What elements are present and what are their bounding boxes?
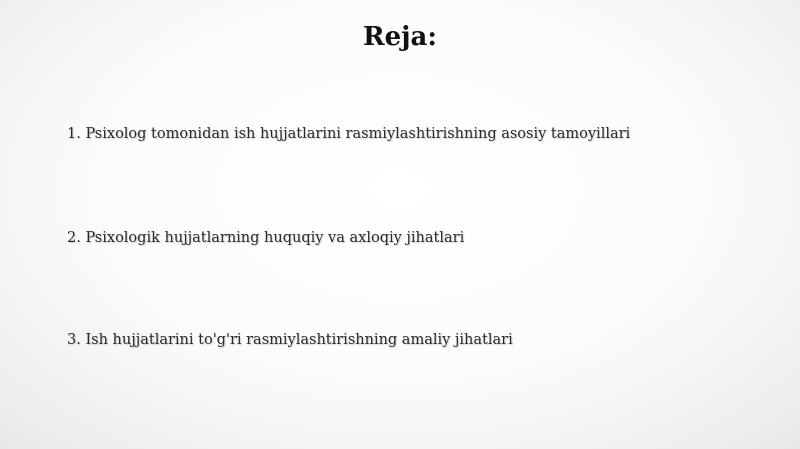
plan-item-2: 2. Psixologik hujjatlarning huquqiy va axloqiy jihatlari [67,230,465,246]
plan-item-1: 1. Psixolog tomonidan ish hujjatlarini rasmiylashtirishning asosiy tamoyillari [67,126,631,142]
slide-title: Reja: [362,22,437,52]
plan-item-3: 3. Ish hujjatlarini to'g'ri rasmiylashtirishning amaliy jihatlari [67,332,513,348]
